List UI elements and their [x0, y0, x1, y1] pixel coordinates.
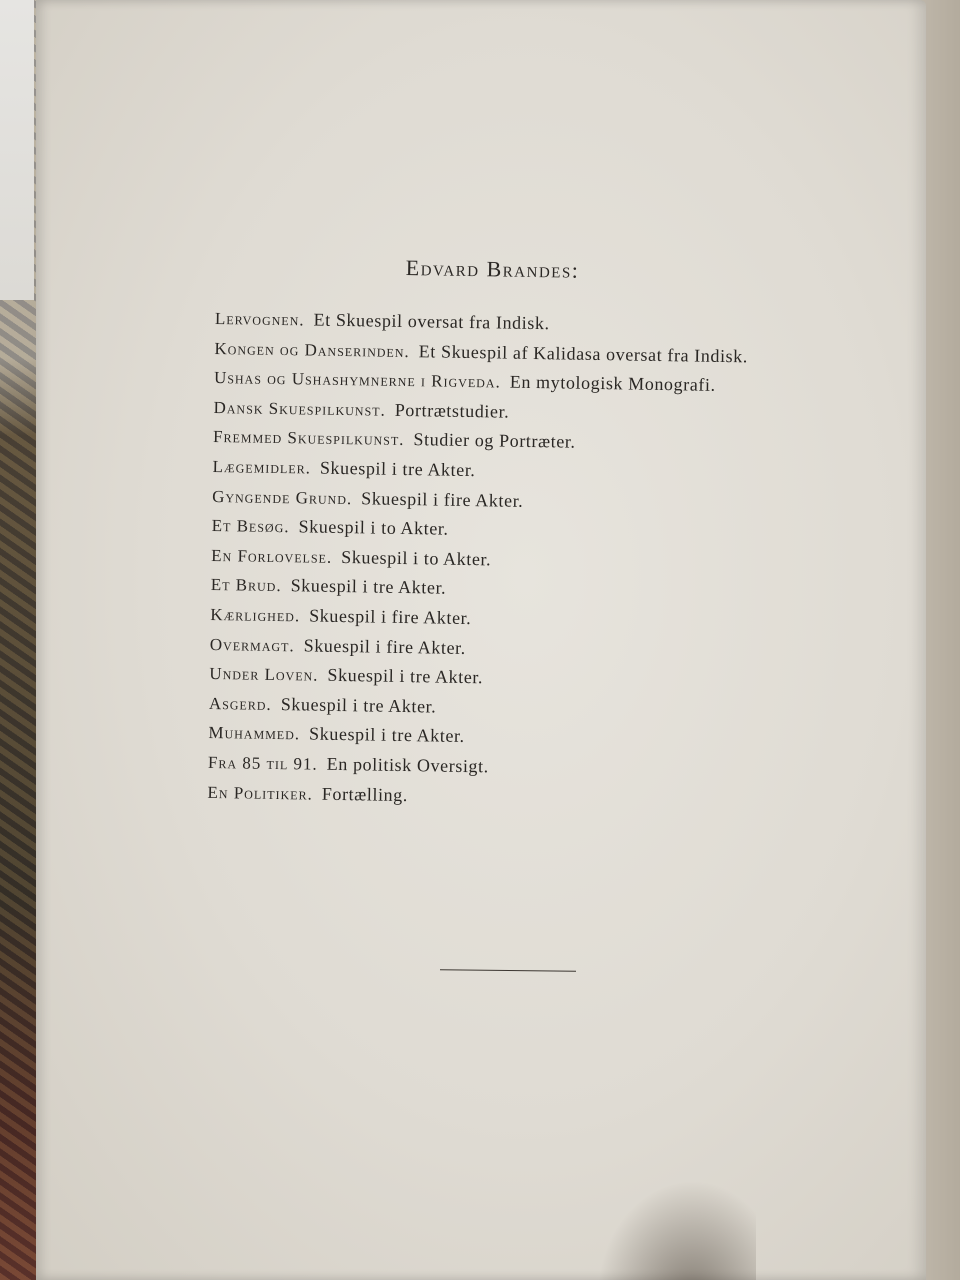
work-title: Ushas og Ushashymnerne i Rigveda.	[213, 368, 501, 392]
work-title: En Forlovelse.	[211, 545, 333, 567]
work-description: Skuespil i to Akter.	[341, 546, 492, 570]
work-title: Asgerd.	[208, 693, 272, 714]
work-title: Lervognen.	[214, 308, 305, 330]
work-description: Et Skuespil af Kalidasa oversat fra Indisk.	[418, 340, 749, 366]
work-title: En Politiker.	[207, 782, 313, 804]
work-description: Skuespil i tre Akter.	[319, 457, 476, 481]
work-description: Skuespil i fire Akter.	[309, 605, 472, 628]
work-title: Kongen og Danserinden.	[214, 338, 410, 361]
work-title: Fra 85 til 91.	[207, 752, 318, 774]
work-description: Studier og Portræter.	[413, 429, 576, 453]
works-list	[207, 304, 835, 817]
work-title: Et Besøg.	[211, 516, 290, 537]
work-description: En politisk Oversigt.	[326, 753, 489, 777]
work-title: Muhammed.	[208, 723, 301, 744]
work-description: Skuespil i fire Akter.	[303, 634, 467, 658]
page-content	[207, 252, 836, 817]
work-description: Skuespil i fire Akter.	[361, 487, 524, 511]
work-description: Skuespil i tre Akter.	[308, 723, 465, 747]
author-heading: Edvard Brandes:	[405, 254, 580, 283]
work-title: Gyngende Grund.	[212, 486, 353, 508]
work-title: Overmagt.	[209, 634, 295, 655]
work-title: Et Brud.	[210, 575, 282, 596]
work-title: Lægemidler.	[212, 456, 312, 478]
work-description: En mytologisk Monografi.	[509, 371, 716, 396]
work-title: Kærlighed.	[210, 604, 301, 626]
work-description: Skuespil i tre Akter.	[280, 693, 437, 717]
finger-shadow	[596, 1180, 756, 1280]
work-description: Skuespil i to Akter.	[298, 516, 449, 539]
work-description: Skuespil i tre Akter.	[327, 664, 484, 688]
work-title: Under Loven.	[209, 664, 319, 685]
work-description: Skuespil i tre Akter.	[290, 575, 447, 599]
work-title: Fremmed Skuespilkunst.	[212, 427, 405, 450]
work-title: Dansk Skuespilkunst.	[213, 397, 386, 420]
table-surface	[0, 0, 34, 300]
work-description: Portrætstudier.	[394, 399, 510, 422]
work-description: Fortælling.	[321, 783, 409, 805]
work-description: Et Skuespil oversat fra Indisk.	[313, 309, 550, 334]
